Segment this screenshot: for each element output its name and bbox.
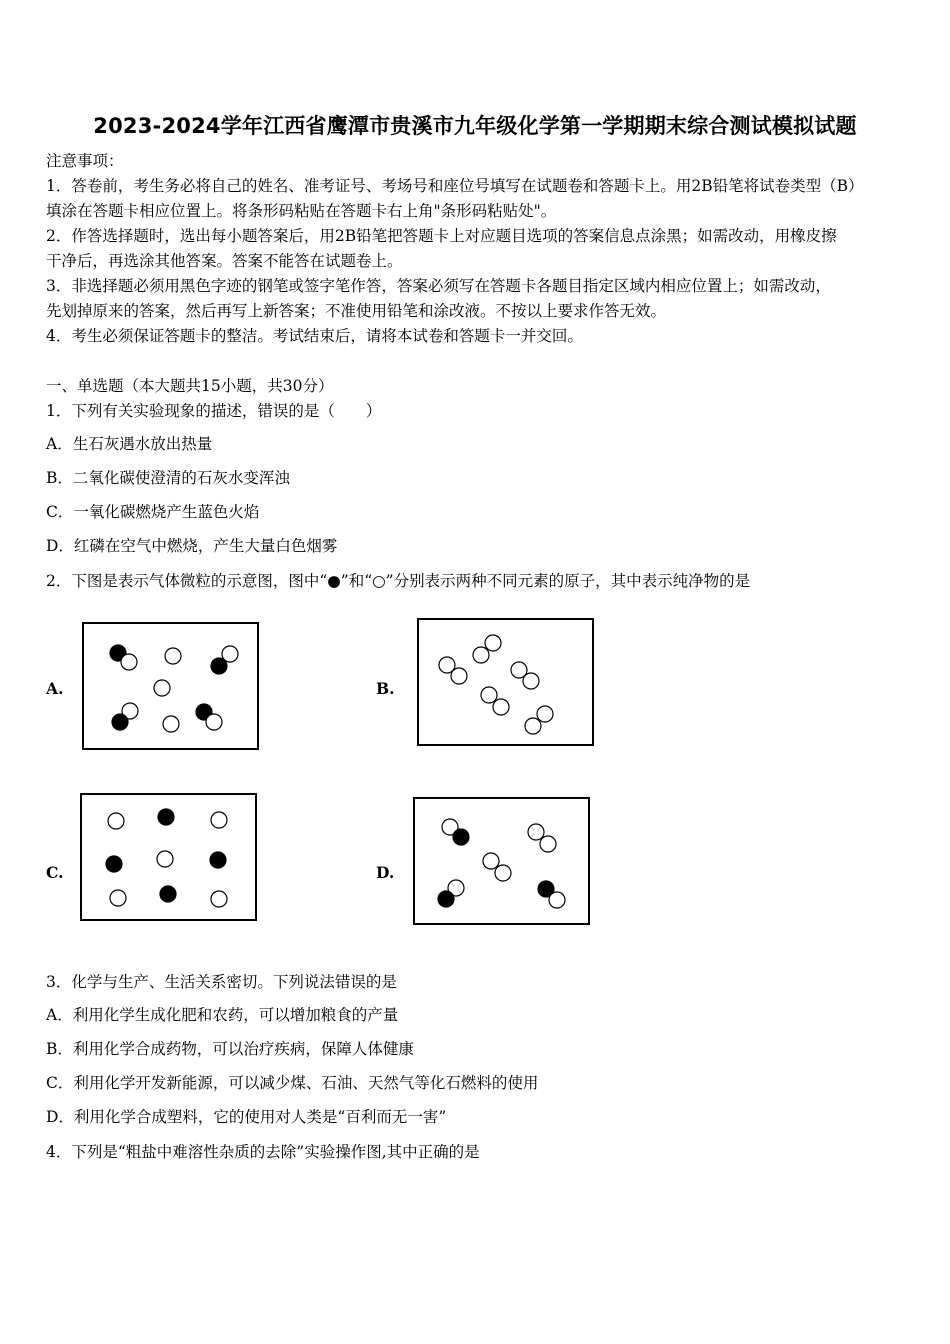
notice-line: 干净后，再选涂其他答案。答案不能答在试题卷上。: [46, 252, 403, 270]
question-1-option-c: C．一氧化碳燃烧产生蓝色火焰: [46, 503, 260, 521]
notice-line: 4．考生必须保证答题卡的整洁。考试结束后，请将本试卷和答题卡一并交回。: [46, 327, 583, 345]
question-2-label-a: A.: [46, 679, 64, 698]
white-atom: [108, 813, 124, 829]
question-1-option-a: A．生石灰遇水放出热量: [46, 435, 213, 453]
page-title: 2023-2024学年江西省鹰潭市贵溪市九年级化学第一学期期末综合测试模拟试题: [93, 114, 857, 138]
white-atom: [157, 851, 173, 867]
white-atom: [211, 812, 227, 828]
notice-line: 先划掉原来的答案，然后再写上新答案；不准使用铅笔和涂改液。不按以上要求作答无效。: [46, 302, 667, 320]
question-3-option-b: B．利用化学合成药物，可以治疗疾病，保障人体健康: [46, 1040, 414, 1058]
black-atom: [106, 856, 122, 872]
white-atom: [206, 714, 222, 730]
particle-diagram-c: [82, 795, 255, 919]
question-2-figure-c: [80, 793, 257, 921]
question-3-option-c: C．利用化学开发新能源，可以减少煤、石油、天然气等化石燃料的使用: [46, 1074, 539, 1092]
white-atom: [483, 853, 499, 869]
white-atom: [121, 654, 137, 670]
white-atom: [481, 687, 497, 703]
black-atom: [453, 829, 469, 845]
notice-heading: 注意事项：: [46, 152, 124, 170]
black-atom: [160, 886, 176, 902]
white-atom: [528, 824, 544, 840]
black-atom: [210, 852, 226, 868]
particle-diagram-d: [415, 799, 588, 923]
question-2-figure-d: [413, 797, 590, 925]
black-atom: [158, 809, 174, 825]
white-atom: [154, 680, 170, 696]
black-atom: [112, 714, 128, 730]
question-3-stem: 3．化学与生产、生活关系密切。下列说法错误的是: [46, 973, 397, 991]
notice-line: 1．答卷前，考生务必将自己的姓名、准考证号、考场号和座位号填写在试题卷和答题卡上。用2B铅笔将试卷类型（B）: [46, 177, 864, 195]
white-atom: [451, 668, 467, 684]
question-1-stem: 1．下列有关实验现象的描述，错误的是（ ）: [46, 402, 382, 420]
white-atom: [163, 716, 179, 732]
particle-diagram-a: [84, 624, 257, 748]
question-2-figure-a: [82, 622, 259, 750]
question-2-label-d: D.: [376, 863, 395, 882]
white-atom: [525, 718, 541, 734]
black-atom: [211, 658, 227, 674]
white-atom: [211, 891, 227, 907]
section-heading: 一、单选题（本大题共15小题，共30分）: [46, 377, 334, 395]
white-atom: [523, 673, 539, 689]
black-atom: [438, 891, 454, 907]
white-atom: [165, 648, 181, 664]
white-atom: [537, 706, 553, 722]
white-atom: [540, 836, 556, 852]
particle-diagram-b: [419, 620, 592, 744]
question-2-label-c: C.: [46, 863, 64, 882]
white-atom: [485, 635, 501, 651]
question-1-option-d: D．红磷在空气中燃烧，产生大量白色烟雾: [46, 537, 338, 555]
question-3-option-a: A．利用化学生成化肥和农药，可以增加粮食的产量: [46, 1006, 399, 1024]
white-atom: [549, 892, 565, 908]
question-1-option-b: B．二氧化碳使澄清的石灰水变浑浊: [46, 469, 290, 487]
notice-line: 填涂在答题卡相应位置上。将条形码粘贴在答题卡右上角"条形码粘贴处"。: [46, 202, 557, 220]
question-4-stem: 4．下列是“粗盐中难溶性杂质的去除”实验操作图,其中正确的是: [46, 1143, 480, 1161]
white-atom: [493, 699, 509, 715]
notice-line: 2．作答选择题时，选出每小题答案后，用2B铅笔把答题卡上对应题目选项的答案信息点涂黑；如需改动，用橡皮擦: [46, 227, 837, 245]
question-2-stem: 2．下图是表示气体微粒的示意图，图中“●”和“○”分别表示两种不同元素的原子，其中表示纯净物的是: [46, 572, 751, 590]
white-atom: [473, 647, 489, 663]
question-3-option-d: D．利用化学合成塑料，它的使用对人类是“百利而无一害”: [46, 1108, 447, 1126]
white-atom: [495, 865, 511, 881]
question-2-label-b: B.: [376, 679, 395, 698]
question-2-figure-b: [417, 618, 594, 746]
white-atom: [110, 890, 126, 906]
notice-line: 3．非选择题必须用黑色字迹的钢笔或签字笔作答，答案必须写在答题卡各题目指定区域内相应位置上；如需改动，: [46, 277, 831, 295]
